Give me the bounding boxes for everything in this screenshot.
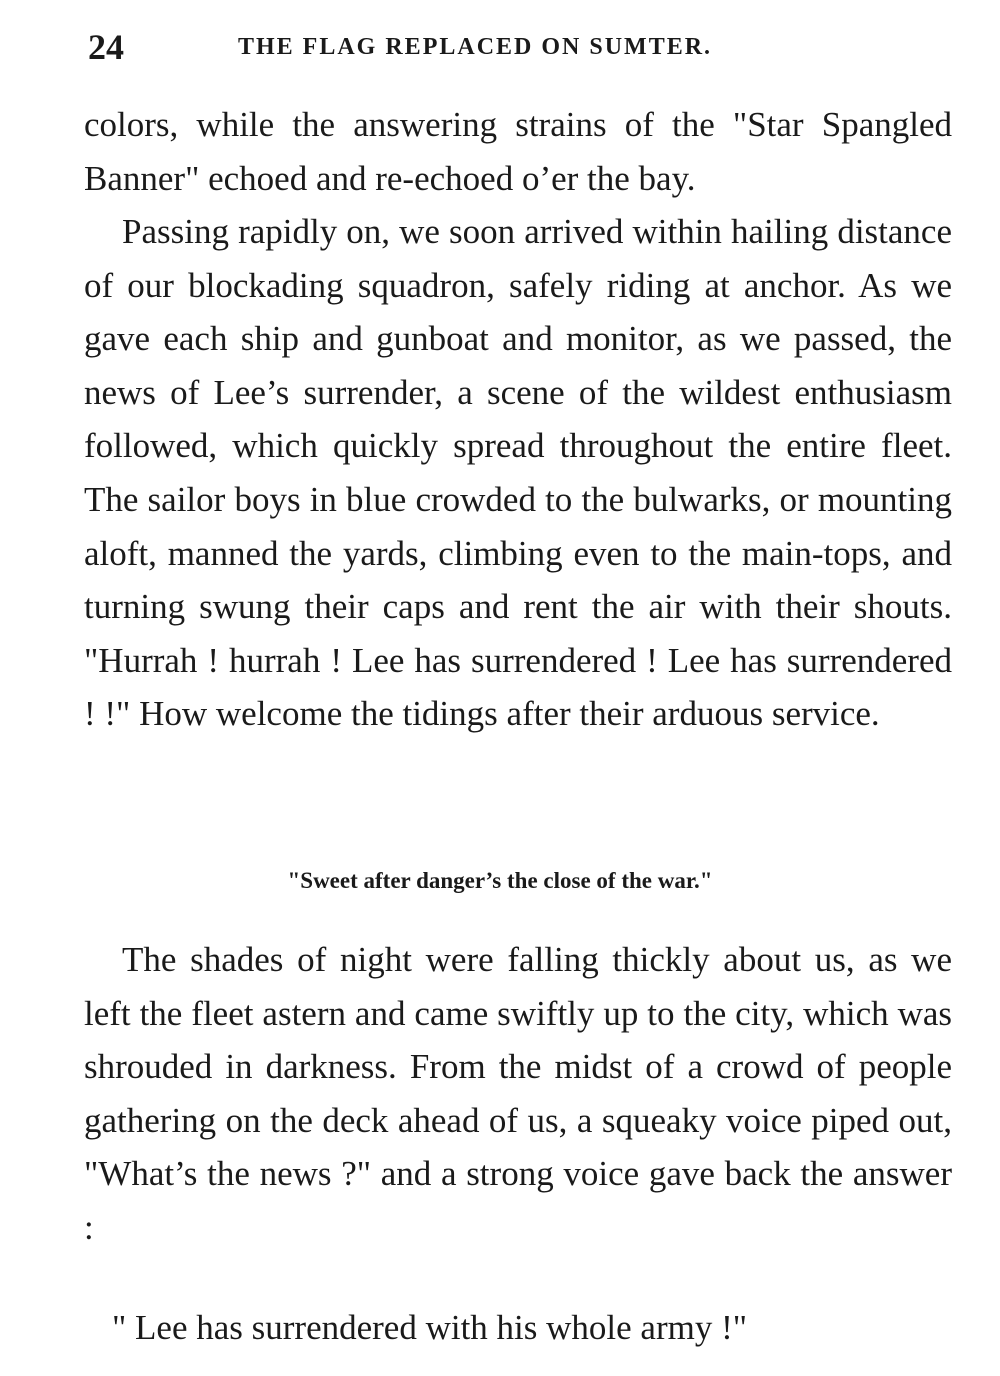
page-header: [88, 26, 958, 66]
paragraph-2: Passing rapidly on, we soon arrived within hailing distance of our blockading squadron, safely riding at anchor. As we gave each ship and gunboat and monitor, as we passed, the news of Lee’s surrender, a scene of the wildest enthusiasm followed, which quickly spread throughout the entire fleet. The sailor boys in blue crowded to the bulwarks, or mounting aloft, manned the yards, climbing even to the main-tops, and turning swung their caps and rent the air with their shouts. "Hurrah ! hurrah ! Lee has surrendered ! Lee has surrendered ! !" How welcome the tidings after their arduous service.: [84, 212, 952, 734]
final-quote: " Lee has surrendered with his whole army !": [112, 1308, 748, 1347]
paragraph-1: colors, while the answering strains of the "Star Spangled Banner" echoed and re-echoed o’er the bay.: [84, 105, 952, 198]
verse-quote: "Sweet after danger’s the close of the war.": [287, 868, 713, 893]
running-title: THE FLAG REPLACED ON SUMTER.: [238, 34, 713, 60]
paragraph-3: The shades of night were falling thickly about us, as we left the fleet astern and came swiftly up to the city, which was shrouded in darkness. From the midst of a crowd of people gathering on the deck ahead of us, a squeaky voice piped out, "What’s the news ?" and a strong voice gave back the answer :: [84, 940, 952, 1247]
page-number: 24: [88, 27, 124, 67]
